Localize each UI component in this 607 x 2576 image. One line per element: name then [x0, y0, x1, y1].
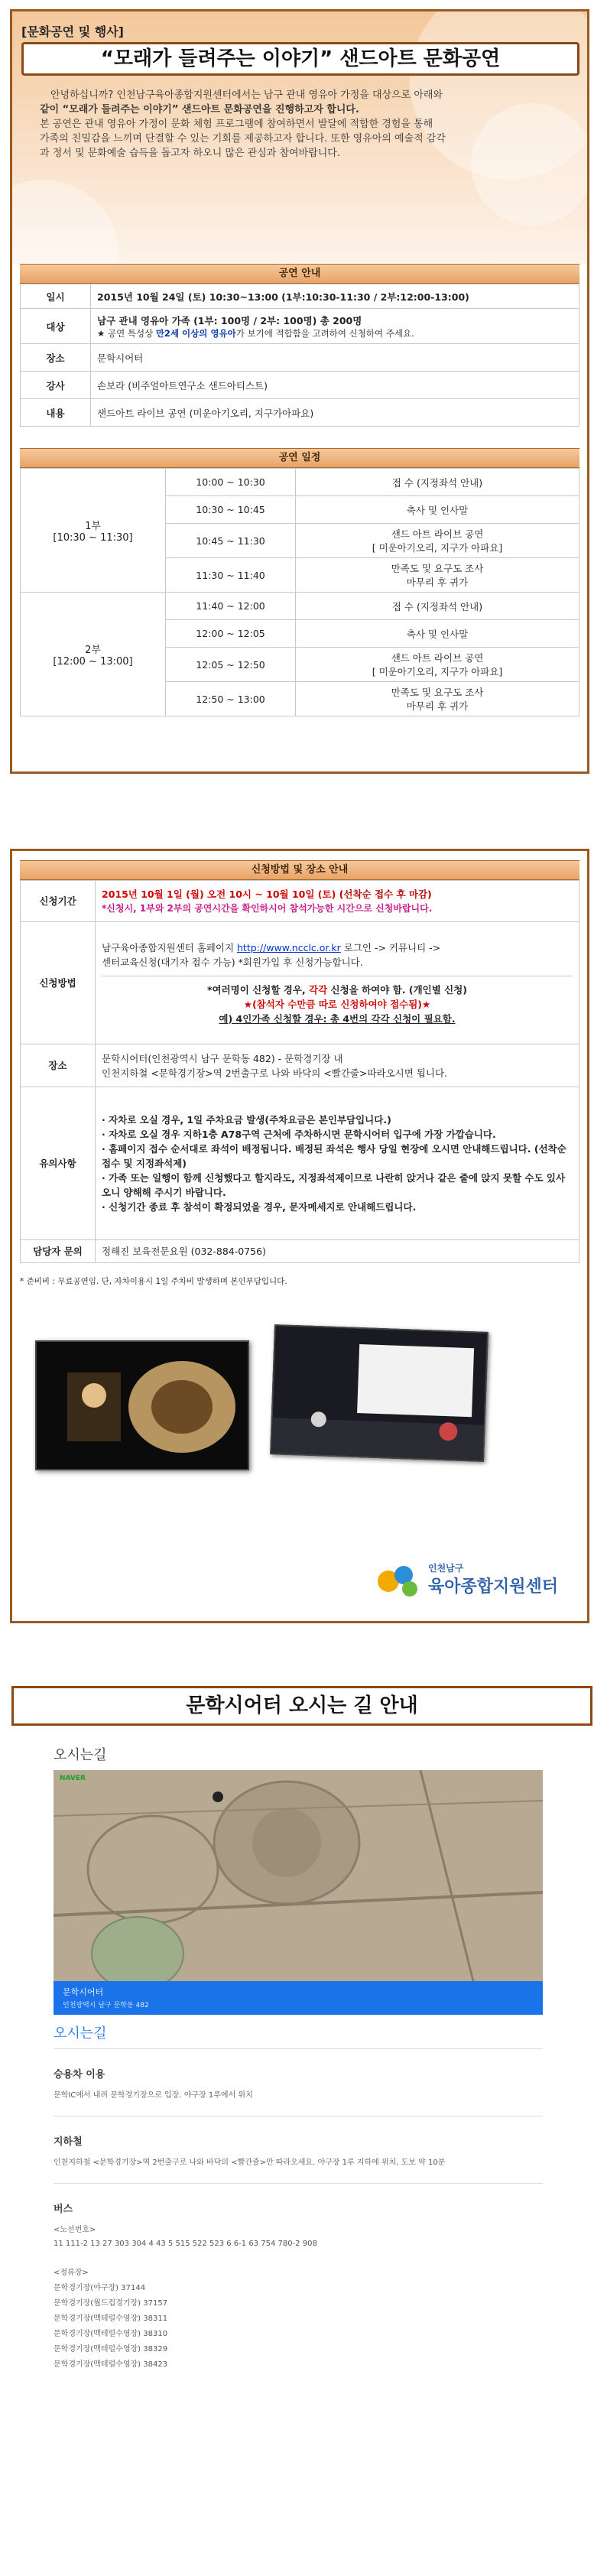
note-item: · 자차로 오실 경우, 1일 주차요금 발생(주차요금은 본인부담입니다.): [102, 1114, 391, 1126]
table-row: [21, 284, 579, 309]
schedule-activity: 만족도 및 요구도 조사: [391, 687, 484, 698]
table-row: [21, 922, 579, 1044]
method-example: 예) 4인가족 신청할 경우: 총 4번의 각각 신청이 필요함.: [219, 1012, 456, 1025]
schedule-time: 12:05 ~ 12:50: [166, 648, 296, 682]
intro-line: 안녕하십니까? 인천남구육아종합지원센터에서는 남구 관내 영유아 가정을 대상으로 아래와: [50, 89, 443, 101]
method-note-highlight: 각각: [309, 983, 328, 996]
map-place-address: 인천광역시 남구 문학동 482: [63, 2002, 149, 2009]
schedule-activity-detail: [ 미운아기오리, 지구가 아파요]: [372, 542, 503, 554]
stage-illustration: [271, 1326, 489, 1462]
table-row: [21, 469, 579, 496]
map-place-name: 문학시어터: [63, 1987, 104, 1997]
location-map[interactable]: [54, 1770, 543, 2015]
schedule-activity-cell: [296, 648, 579, 682]
info-value: 문학시어터: [91, 344, 579, 372]
schedule-activity-detail: 마무리 후 귀가: [406, 577, 469, 588]
subway-text: 인천지하철 <문학경기장>역 2번출구로 나와 바닥의 <빨간줄>만 따라오세요. 야구장 1루 지하에 위치, 도보 약 10분: [54, 2159, 446, 2167]
bus-heading: 버스: [54, 2204, 73, 2215]
schedule-time: 12:50 ~ 13:00: [166, 682, 296, 716]
subway-heading: 지하철: [54, 2136, 83, 2148]
event-poster: [10, 9, 589, 774]
note-highlight: 만2세 이상의 영유아: [155, 327, 236, 339]
schedule-activity: 샌드 아트 라이브 공연: [391, 528, 484, 540]
schedule-time: 10:30 ~ 10:45: [166, 496, 296, 524]
application-value-cell: [96, 1087, 579, 1240]
directions-heading: 오시는길: [54, 1747, 107, 1763]
schedule-time: 11:40 ~ 12:00: [166, 593, 296, 620]
stops-heading: <정류장>: [54, 2269, 89, 2277]
schedule-time: 11:30 ~ 11:40: [166, 558, 296, 593]
note-suffix: 가 보기에 적합함을 고려하여 신청하여 주세요.: [235, 327, 414, 339]
schedule-activity-cell: [296, 524, 579, 558]
schedule-activity-detail: 마무리 후 귀가: [406, 700, 469, 712]
stop-item: 문학경기장(야구장) 37144: [54, 2284, 146, 2292]
event-title: “모래가 들려주는 이야기” 샌드아트 문화공연: [21, 42, 579, 76]
table-row: [21, 372, 579, 399]
info-key: 장소: [21, 344, 91, 372]
place-line: 인천지하철 <문학경기장>역 2번출구로 나와 바닥의 <빨간줄>따라오시면 됩니다.: [102, 1067, 447, 1079]
schedule-activity: 샌드 아트 라이브 공연: [391, 652, 484, 664]
schedule-activity: 접 수 (지정좌석 안내): [296, 469, 579, 496]
car-heading: 승용차 이용: [54, 2069, 105, 2081]
application-value-cell: [96, 922, 579, 1044]
directions-subheading: 오시는길: [54, 2022, 543, 2049]
method-note-text: 신청을 하여야 함. (개인별 신청): [327, 983, 468, 996]
note-item: · 신청기간 종료 후 참석이 확정되었을 경우, 문자메세지로 안내해드립니다.: [102, 1201, 417, 1213]
homepage-link[interactable]: http://www.ncclc.or.kr: [237, 941, 341, 953]
part-cell: [21, 469, 166, 593]
method-line: [102, 940, 573, 955]
info-value: 샌드아트 라이브 공연 (미운아기오리, 지구가아파요): [91, 399, 579, 427]
stop-item: 문학경기장(맥테럴수영장) 38310: [54, 2330, 168, 2338]
part-time: [12:00 ~ 13:00]: [53, 655, 133, 668]
intro-line: 과 정서 및 문화예술 습득을 돕고자 하오니 많은 관심과 참여바랍니다.: [40, 148, 340, 159]
application-table: [20, 880, 579, 1263]
intro-line: 가족의 친밀감을 느끼며 단결할 수 있는 기회를 제공하고자 합니다. 또한 영유아의 예술적 감각: [40, 133, 446, 145]
directions-body: [54, 1732, 543, 2371]
directions-section: [11, 1686, 592, 2565]
stop-item: 문학경기장(맥테럴수영장) 38423: [54, 2360, 168, 2369]
info-key: 강사: [21, 372, 91, 399]
note-item: · 홈페이지 접수 순서대로 좌석이 배정됩니다. 배정된 좌석은 행사 당일 현장에 오시면 안내해드립니다. (선착순 접수 및 지정좌석제): [102, 1143, 566, 1169]
place-line: 문학시어터(인천광역시 남구 문학동 482) - 문학경기장 내: [102, 1052, 343, 1064]
table-row: [21, 1240, 579, 1263]
directions-title: 문학시어터 오시는 길 안내: [11, 1686, 592, 1726]
period-main: 2015년 10월 1일 (월) 오전 10시 ~ 10월 10일 (토): [102, 888, 336, 900]
info-key: 내용: [21, 399, 91, 427]
map-info-bar: [54, 1981, 543, 2015]
application-heading: 신청방법 및 장소 안내: [20, 860, 579, 880]
note-prefix: ★ 공연 특성상: [97, 327, 156, 339]
method-text: 남구육아종합지원센터 홈페이지: [102, 941, 237, 953]
table-row: [21, 309, 579, 344]
stop-item: 문학경기장(월드컵경기장) 37157: [54, 2299, 168, 2308]
map-illustration: [54, 1770, 543, 2015]
footnote: * 준비비 : 무료공연임. 단, 자차이용시 1일 주차비 발생하며 본인부담입니다.: [20, 1277, 287, 1286]
info-value: 남구 관내 영유아 가족 (1부: 100명 / 2부: 100명) 총 200명: [97, 314, 362, 326]
application-key: 장소: [21, 1044, 96, 1087]
info-heading: 공연 안내: [20, 264, 579, 284]
schedule-activity-cell: [296, 682, 579, 716]
period-note: *신청시, 1부와 2부의 공연시간을 확인하시어 참석가능한 시간으로 신청바랍니다.: [102, 902, 433, 914]
schedule-table: [20, 468, 579, 716]
period-suffix: (선착순 접수 후 마감): [336, 888, 432, 900]
schedule-activity-detail: [ 미운아기오리, 지구가 아파요]: [372, 666, 503, 677]
info-value-cell: [91, 309, 579, 344]
table-row: [21, 593, 579, 620]
method-text: 로그인 -> 커뮤니티 ->: [340, 941, 441, 953]
logo-mark-icon: [372, 1558, 425, 1601]
logo-line1: 인천남구: [428, 1563, 464, 1574]
info-table: [20, 284, 579, 427]
stop-item: 문학경기장(맥테럴수영장) 38329: [54, 2345, 168, 2353]
schedule-heading: 공연 일정: [20, 448, 579, 468]
application-key: 신청기간: [21, 881, 96, 922]
intro-line: 본 공연은 관내 영유아 가정이 문화 체험 프로그램에 참여하면서 발달에 적합한 경험을 통해: [40, 119, 433, 130]
schedule-activity-cell: [296, 558, 579, 593]
schedule-activity: 만족도 및 요구도 조사: [391, 563, 484, 574]
table-row: [21, 881, 579, 922]
schedule-time: 10:00 ~ 10:30: [166, 469, 296, 496]
note-item: · 가족 또는 일행이 함께 신청했다고 할지라도, 지정좌석제이므로 나란히 앉거나 같은 줄에 앉지 못할 수도 있사오니 양해해 주시기 바랍니다.: [102, 1172, 566, 1198]
schedule-activity: 축사 및 인사말: [296, 496, 579, 524]
method-note-star: ★(참석자 수만큼 따로 신청하여야 접수됨)★: [243, 998, 431, 1010]
period-line: [102, 887, 573, 901]
event-intro: [40, 88, 560, 161]
bus-subheading: <노선번호>: [54, 2226, 96, 2234]
schedule-activity: 축사 및 인사말: [296, 620, 579, 648]
stop-item: 문학경기장(맥테럴수영장) 38311: [54, 2315, 168, 2323]
info-note: [97, 327, 573, 339]
info-key: 대상: [21, 309, 91, 344]
table-row: [21, 399, 579, 427]
event-category-tag: [문화공연 및 행사]: [21, 24, 124, 39]
method-note: [102, 983, 573, 997]
part-cell: [21, 593, 166, 716]
note-item: · 자차로 오실 경우 지하1층 A78구역 근처에 주차하시면 문학시어터 입구에 가장 가깝습니다.: [102, 1129, 496, 1140]
car-text: 문학IC에서 내려 문학경기장으로 입장. 야구장 1루에서 위치: [54, 2091, 253, 2100]
sand-art-illustration: [37, 1342, 249, 1470]
stage-photo: [270, 1324, 489, 1462]
application-key: 신청방법: [21, 922, 96, 1044]
application-key: 유의사항: [21, 1087, 96, 1240]
sand-art-photo: [35, 1340, 249, 1470]
info-value: 2015년 10월 24일 (토) 10:30~13:00 (1부:10:30-11:30 / 2부:12:00-13:00): [91, 284, 579, 309]
application-value-cell: [96, 1044, 579, 1087]
bus-lines: 11 111-2 13 27 303 304 4 43 5 515 522 523 6 6-1 63 754 780-2 908: [54, 2240, 317, 2248]
contact-value: 정해진 보육전문요원 (032-884-0756): [96, 1240, 579, 1263]
part-name: 2부: [85, 644, 101, 656]
application-poster: [10, 849, 589, 1623]
application-value-cell: [96, 881, 579, 922]
part-name: 1부: [85, 520, 101, 532]
center-logo: [372, 1558, 570, 1604]
naver-mark: NAVER: [60, 1775, 86, 1782]
schedule-time: 10:45 ~ 11:30: [166, 524, 296, 558]
info-key: 일시: [21, 284, 91, 309]
table-row: [21, 344, 579, 372]
part-time: [10:30 ~ 11:30]: [53, 531, 133, 544]
schedule-activity: 접 수 (지정좌석 안내): [296, 593, 579, 620]
method-line: 센터교육신청(대기자 접수 가능) *회원가입 후 신청가능합니다.: [102, 956, 363, 968]
table-row: [21, 1087, 579, 1240]
intro-line: 같이 “모래가 들려주는 이야기” 샌드아트 문화공연을 진행하고자 합니다.: [40, 104, 359, 115]
info-value: 손보라 (비주얼아트연구소 샌드아티스트): [91, 372, 579, 399]
method-note-text: *여러명이 신청할 경우,: [206, 983, 310, 996]
schedule-time: 12:00 ~ 12:05: [166, 620, 296, 648]
application-key: 담당자 문의: [21, 1240, 96, 1263]
event-banner: [12, 11, 587, 264]
logo-line2: 육아종합지원센터: [428, 1577, 559, 1597]
table-row: [21, 1044, 579, 1087]
